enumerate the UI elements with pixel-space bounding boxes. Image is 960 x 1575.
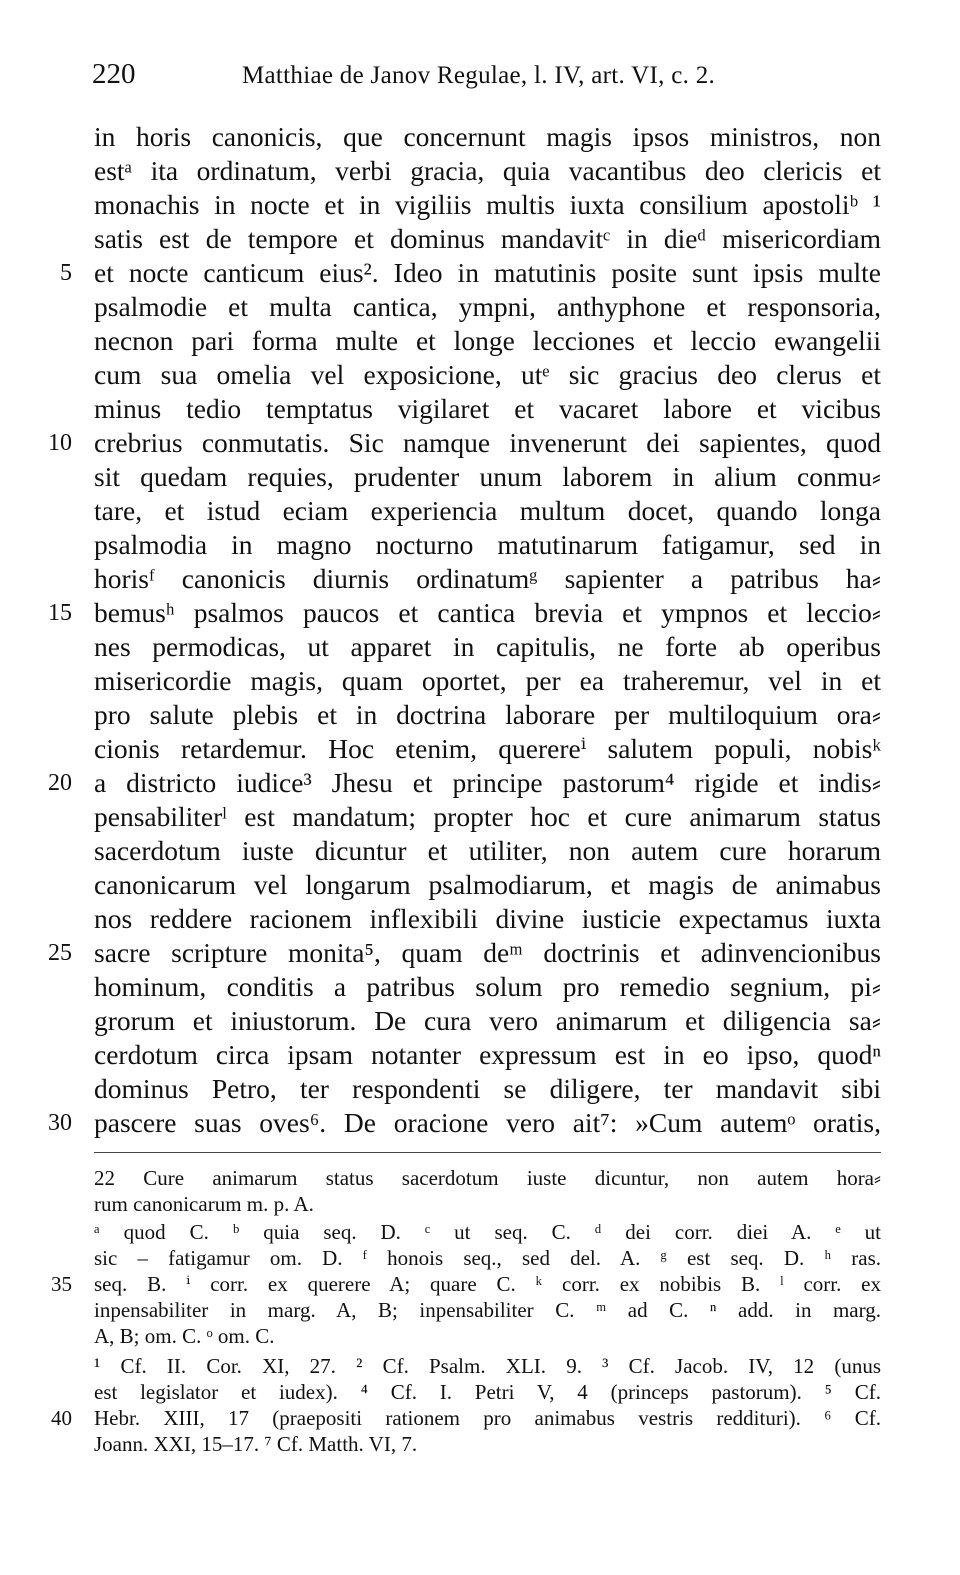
text-line: cum sua omelia vel exposicione, utᵉ sic gracius deo clerus et bbox=[94, 359, 881, 390]
text-line: satis est de tempore et dominus mandavitᶜ in dieᵈ misericordiam bbox=[94, 223, 881, 254]
footnote-line: est legislator et iudex). ⁴ Cf. I. Petri V, 4 (princeps pastorum). ⁵ Cf. bbox=[94, 1380, 881, 1404]
line-number: 20 bbox=[48, 770, 72, 796]
footnote-line: inpensabiliter in marg. A, B; inpensabiliter C. ᵐ ad C. ⁿ add. in marg. bbox=[94, 1298, 881, 1322]
text-line: sacre scripture monita⁵, quam deᵐ doctrinis et adinvencionibus bbox=[94, 937, 881, 968]
text-line: cionis retardemur. Hoc etenim, querereⁱ salutem populi, nobisᵏ bbox=[94, 733, 881, 764]
text-line: nos reddere racionem inflexibili divine iusticie expectamus iuxta bbox=[94, 903, 881, 934]
text-line: pensabiliterˡ est mandatum; propter hoc et cure animarum status bbox=[94, 801, 881, 832]
text-line: nes permodicas, ut apparet in capitulis, ne forte ab operibus bbox=[94, 631, 881, 662]
text-line: pro salute plebis et in doctrina laborare per multiloquium ora⸗ bbox=[94, 699, 881, 730]
line-number: 30 bbox=[48, 1110, 72, 1136]
text-line: necnon pari forma multe et longe lecciones et leccio ewangelii bbox=[94, 325, 881, 356]
footnote-line: rum canonicarum m. p. A. bbox=[94, 1192, 314, 1216]
text-line: bemusʰ psalmos paucos et cantica brevia et ympnos et leccio⸗ bbox=[94, 597, 881, 628]
footnote-line: seq. B. ⁱ corr. ex querere A; quare C. ᵏ corr. ex nobibis B. ˡ corr. ex bbox=[94, 1272, 881, 1296]
footnote-line: 22 Cure animarum status sacerdotum iuste dicuntur, non autem hora⸗ bbox=[94, 1166, 881, 1190]
text-line: dominus Petro, ter respondenti se diligere, ter mandavit sibi bbox=[94, 1073, 881, 1104]
text-line: pascere suas oves⁶. De oracione vero ait⁷: »Cum autemᵒ oratis, bbox=[94, 1107, 881, 1138]
text-line: sit quedam requies, prudenter unum laborem in alium conmu⸗ bbox=[94, 461, 881, 492]
text-line: tare, et istud eciam experiencia multum docet, quando longa bbox=[94, 495, 881, 526]
text-line: hominum, conditis a patribus solum pro remedio segnium, pi⸗ bbox=[94, 971, 881, 1002]
text-line: estᵃ ita ordinatum, verbi gracia, quia vacantibus deo clericis et bbox=[94, 155, 881, 186]
line-number: 35 bbox=[51, 1272, 72, 1296]
text-line: et nocte canticum eius². Ideo in matutinis posite sunt ipsis multe bbox=[94, 257, 881, 288]
footnote-line: sic – fatigamur om. D. ᶠ honois seq., sed del. A. ᵍ est seq. D. ʰ ras. bbox=[94, 1246, 881, 1270]
page-number: 220 bbox=[92, 58, 136, 90]
text-line: in horis canonicis, que concernunt magis ipsos ministros, non bbox=[94, 121, 881, 152]
line-number: 15 bbox=[48, 600, 72, 626]
text-line: minus tedio temptatus vigilaret et vacaret labore et vicibus bbox=[94, 393, 881, 424]
text-line: monachis in nocte et in vigiliis multis iuxta consilium apostoliᵇ ¹ bbox=[94, 189, 881, 220]
text-line: cerdotum circa ipsam notanter expressum est in eo ipso, quodⁿ bbox=[94, 1039, 881, 1070]
text-line: psalmodia in magno nocturno matutinarum fatigamur, sed in bbox=[94, 529, 881, 560]
text-line: grorum et iniustorum. De cura vero animarum et diligencia sa⸗ bbox=[94, 1005, 881, 1036]
text-line: sacerdotum iuste dicuntur et utiliter, non autem cure horarum bbox=[94, 835, 881, 866]
footnote-line: Hebr. XIII, 17 (praepositi rationem pro animabus vestris reddituri). ⁶ Cf. bbox=[94, 1406, 881, 1430]
line-number: 5 bbox=[60, 260, 72, 286]
text-line: a districto iudice³ Jhesu et principe pastorum⁴ rigide et indis⸗ bbox=[94, 767, 881, 798]
text-line: misericordie magis, quam oportet, per ea traheremur, vel in et bbox=[94, 665, 881, 696]
line-number: 40 bbox=[51, 1406, 72, 1430]
text-line: psalmodie et multa cantica, ympni, anthyphone et responsoria, bbox=[94, 291, 881, 322]
running-title: Matthiae de Janov Regulae, l. IV, art. VI, c. 2. bbox=[242, 62, 716, 89]
footnote-line: ᵃ quod C. ᵇ quia seq. D. ᶜ ut seq. C. ᵈ dei corr. diei A. ᵉ ut bbox=[94, 1220, 881, 1244]
line-number: 10 bbox=[48, 430, 72, 456]
line-number: 25 bbox=[48, 940, 72, 966]
text-line: horisᶠ canonicis diurnis ordinatumᵍ sapienter a patribus ha⸗ bbox=[94, 563, 881, 594]
text-line: canonicarum vel longarum psalmodiarum, et magis de animabus bbox=[94, 869, 881, 900]
footnote-line: ¹ Cf. II. Cor. XI, 27. ² Cf. Psalm. XLI. 9. ³ Cf. Jacob. IV, 12 (unus bbox=[94, 1354, 881, 1378]
page-header bbox=[92, 58, 882, 102]
text-line: crebrius conmutatis. Sic namque invenerunt dei sapientes, quod bbox=[94, 427, 881, 458]
footnote-line: A, B; om. C. ᵒ om. C. bbox=[94, 1324, 275, 1348]
footnote-divider bbox=[94, 1152, 881, 1153]
footnote-line: Joann. XXI, 15–17. ⁷ Cf. Matth. VI, 7. bbox=[94, 1432, 418, 1456]
